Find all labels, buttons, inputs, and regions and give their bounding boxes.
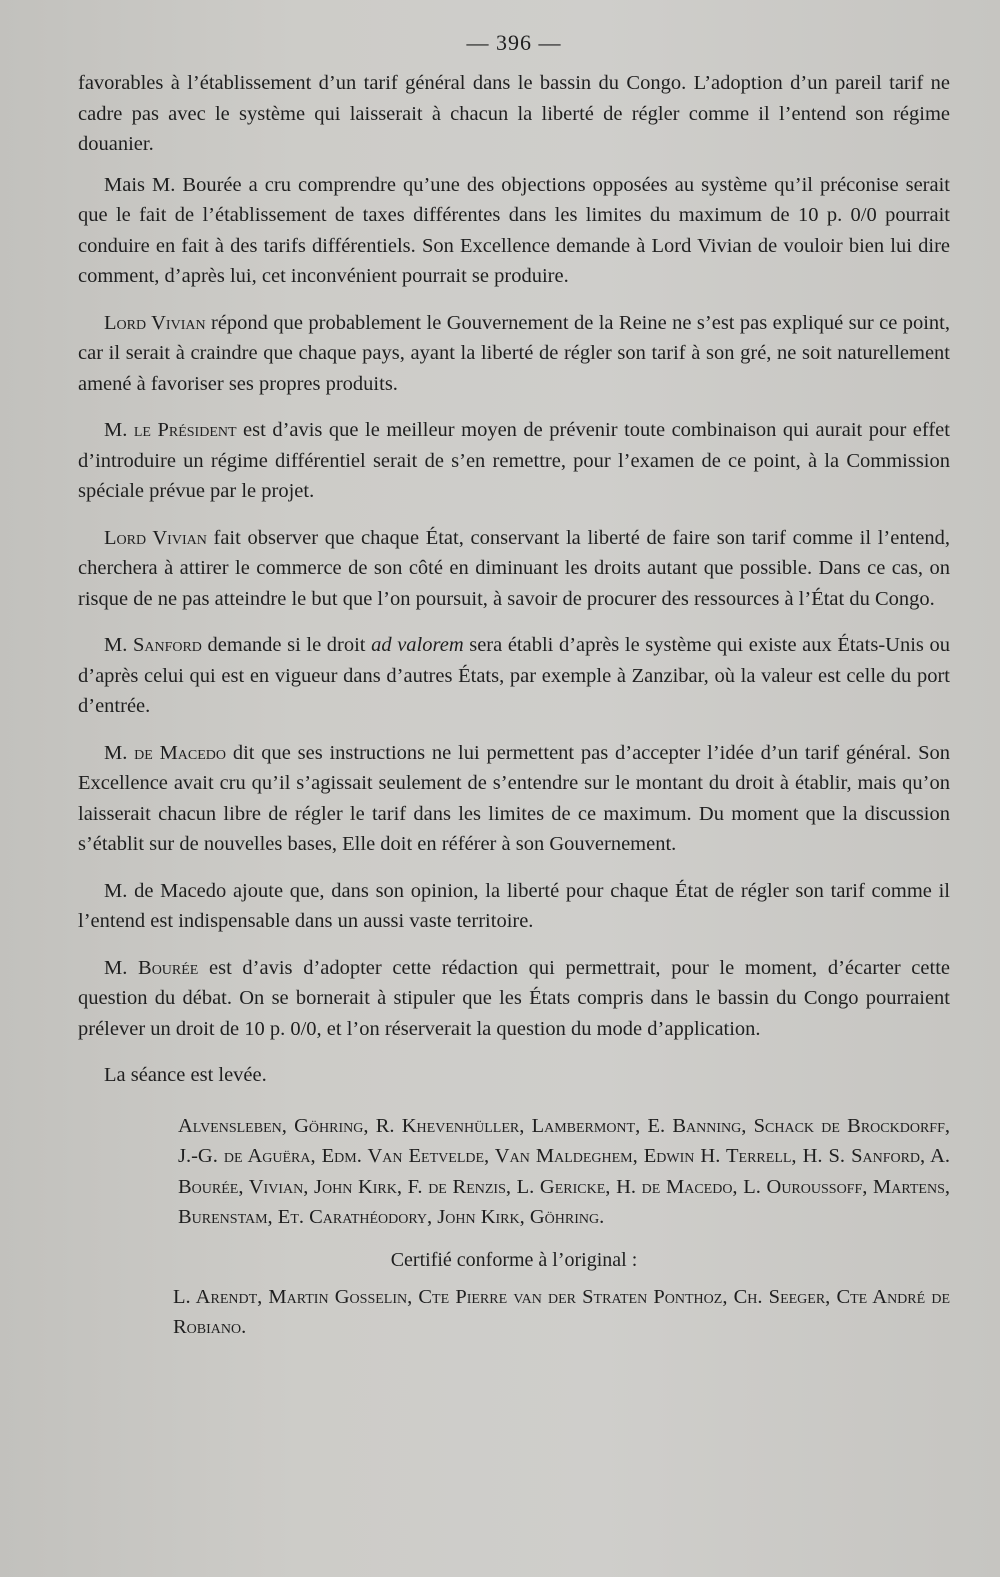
paragraph-4 <box>78 415 950 507</box>
paragraph-2: Mais M. Bourée a cru comprendre qu’une des objections opposées au système qu’il préconise serait que le fait de l’établissement de taxes différentes dans les limites du maximum de 10 p. 0/0 pourrait conduire en fait à des tarifs différentiels. Son Excellence demande à Lord Vivian de vouloir bien lui dire comment, d’après lui, cet inconvénient pourrait se produire. <box>78 173 950 287</box>
paragraph-9 <box>78 953 950 1045</box>
certifiers-block: L. Arendt, Martin Gosselin, Cte Pierre van der Straten Ponthoz, Ch. Seeger, Cte André de Robiano. <box>173 1285 950 1338</box>
paragraph-text: demande si le droit <box>201 634 372 656</box>
paragraph-5 <box>78 523 950 615</box>
paragraph-text: est d’avis que le meilleur moyen de prévenir toute combinaison qui aurait pour effet d’introduire un régime différentiel serait de s’en remettre, pour l’examen de ce point, à la Commission spéciale prévue par le projet. <box>78 419 950 502</box>
speaker-prefix: M. <box>104 419 134 441</box>
paragraph-1: favorables à l’établissement d’un tarif général dans le bassin du Congo. L’adoption d’un pareil tarif ne cadre pas avec le système qui laisserait à chacun la liberté de régler comme il l’entend son régime douanier. <box>78 72 950 155</box>
paragraph-text: fait observer que chaque État, conservant la liberté de faire son tarif comme il l’entend, cherchera à attirer le commerce de son côté en diminuant les droits autant que possible. Dans ce cas, on risque de ne pas atteindre le but que l’on poursuit, à savoir de procurer des ressources à l’État du Congo. <box>78 526 951 610</box>
paragraph-text: répond que probablement le Gouvernement de la Reine ne s’est pas expliqué sur ce point, car il serait à craindre que chaque pays, ayant la liberté de régler son tarif à son gré, ne soit naturellement amené à favoriser ses propres produits. <box>78 311 951 395</box>
paragraph-text: sera établi d’après le système qui existe aux États-Unis ou d’après celui qui est en vigueur dans d’autres États, par exemple à Zanzibar, où la valeur est celle du port d’entrée. <box>78 634 950 717</box>
speaker-name: Lord Vivian <box>104 311 206 334</box>
paragraph-3 <box>78 308 950 400</box>
certification-heading: Certifié conforme à l’original : <box>390 1248 638 1271</box>
speaker-name: le Président <box>133 419 237 441</box>
speaker-name: Sanford <box>132 634 202 656</box>
speaker-name: de Macedo <box>134 741 227 764</box>
paragraph-text: est d’avis d’adopter cette rédaction qui permettrait, pour le moment, d’écarter cette question du débat. On se bornerait à stipuler que les États compris dans le bassin du Congo pourraient prélever un droit de 10 p. 0/0, et l’on réserverait la question du mode d’application. <box>78 956 950 1040</box>
paragraph-10: La séance est levée. <box>104 1064 267 1086</box>
speaker-prefix: M. <box>104 634 133 656</box>
paragraph-6 <box>78 630 950 722</box>
speaker-prefix: M. <box>104 741 135 764</box>
paragraph-text: dit que ses instructions ne lui permettent pas d’accepter l’idée d’un tarif général. Son Excellence avait cru qu’il s’agissait seulement de s’entendre sur le montant du droit à établir, mais qu’on laisserait chacun libre de régler le tarif dans les limites de ce maximum. Du moment que la discussion s’établit sur de nouvelles bases, Elle doit en référer à son Gouvernement. <box>78 741 950 855</box>
italic-term: ad valorem <box>371 634 464 656</box>
signatures-block: Alvensleben, Göhring, R. Khevenhüller, Lambermont, E. Banning, Schack de Brockdorff, J.-G. de Aguëra, Edm. Van Eetvelde, Van Maldeghem, Edwin H. Terrell, H. S. Sanford, A. Bourée, Vivian, John Kirk, F. de Renzis, L. Gericke, H. de Macedo, L. Ouroussoff, Martens, Burenstam, Et. Carathéodory, John Kirk, Göhring. <box>178 1114 950 1228</box>
speaker-name: Lord Vivian <box>104 526 207 549</box>
page-number: — 396 — <box>466 30 562 55</box>
paragraph-8: M. de Macedo ajoute que, dans son opinion, la liberté pour chaque État de régler son tarif comme il l’entend est indispensable dans un aussi vaste territoire. <box>78 879 950 932</box>
speaker-name: Bourée <box>138 956 199 979</box>
paragraph-7 <box>78 738 950 860</box>
speaker-prefix: M. <box>104 956 139 979</box>
